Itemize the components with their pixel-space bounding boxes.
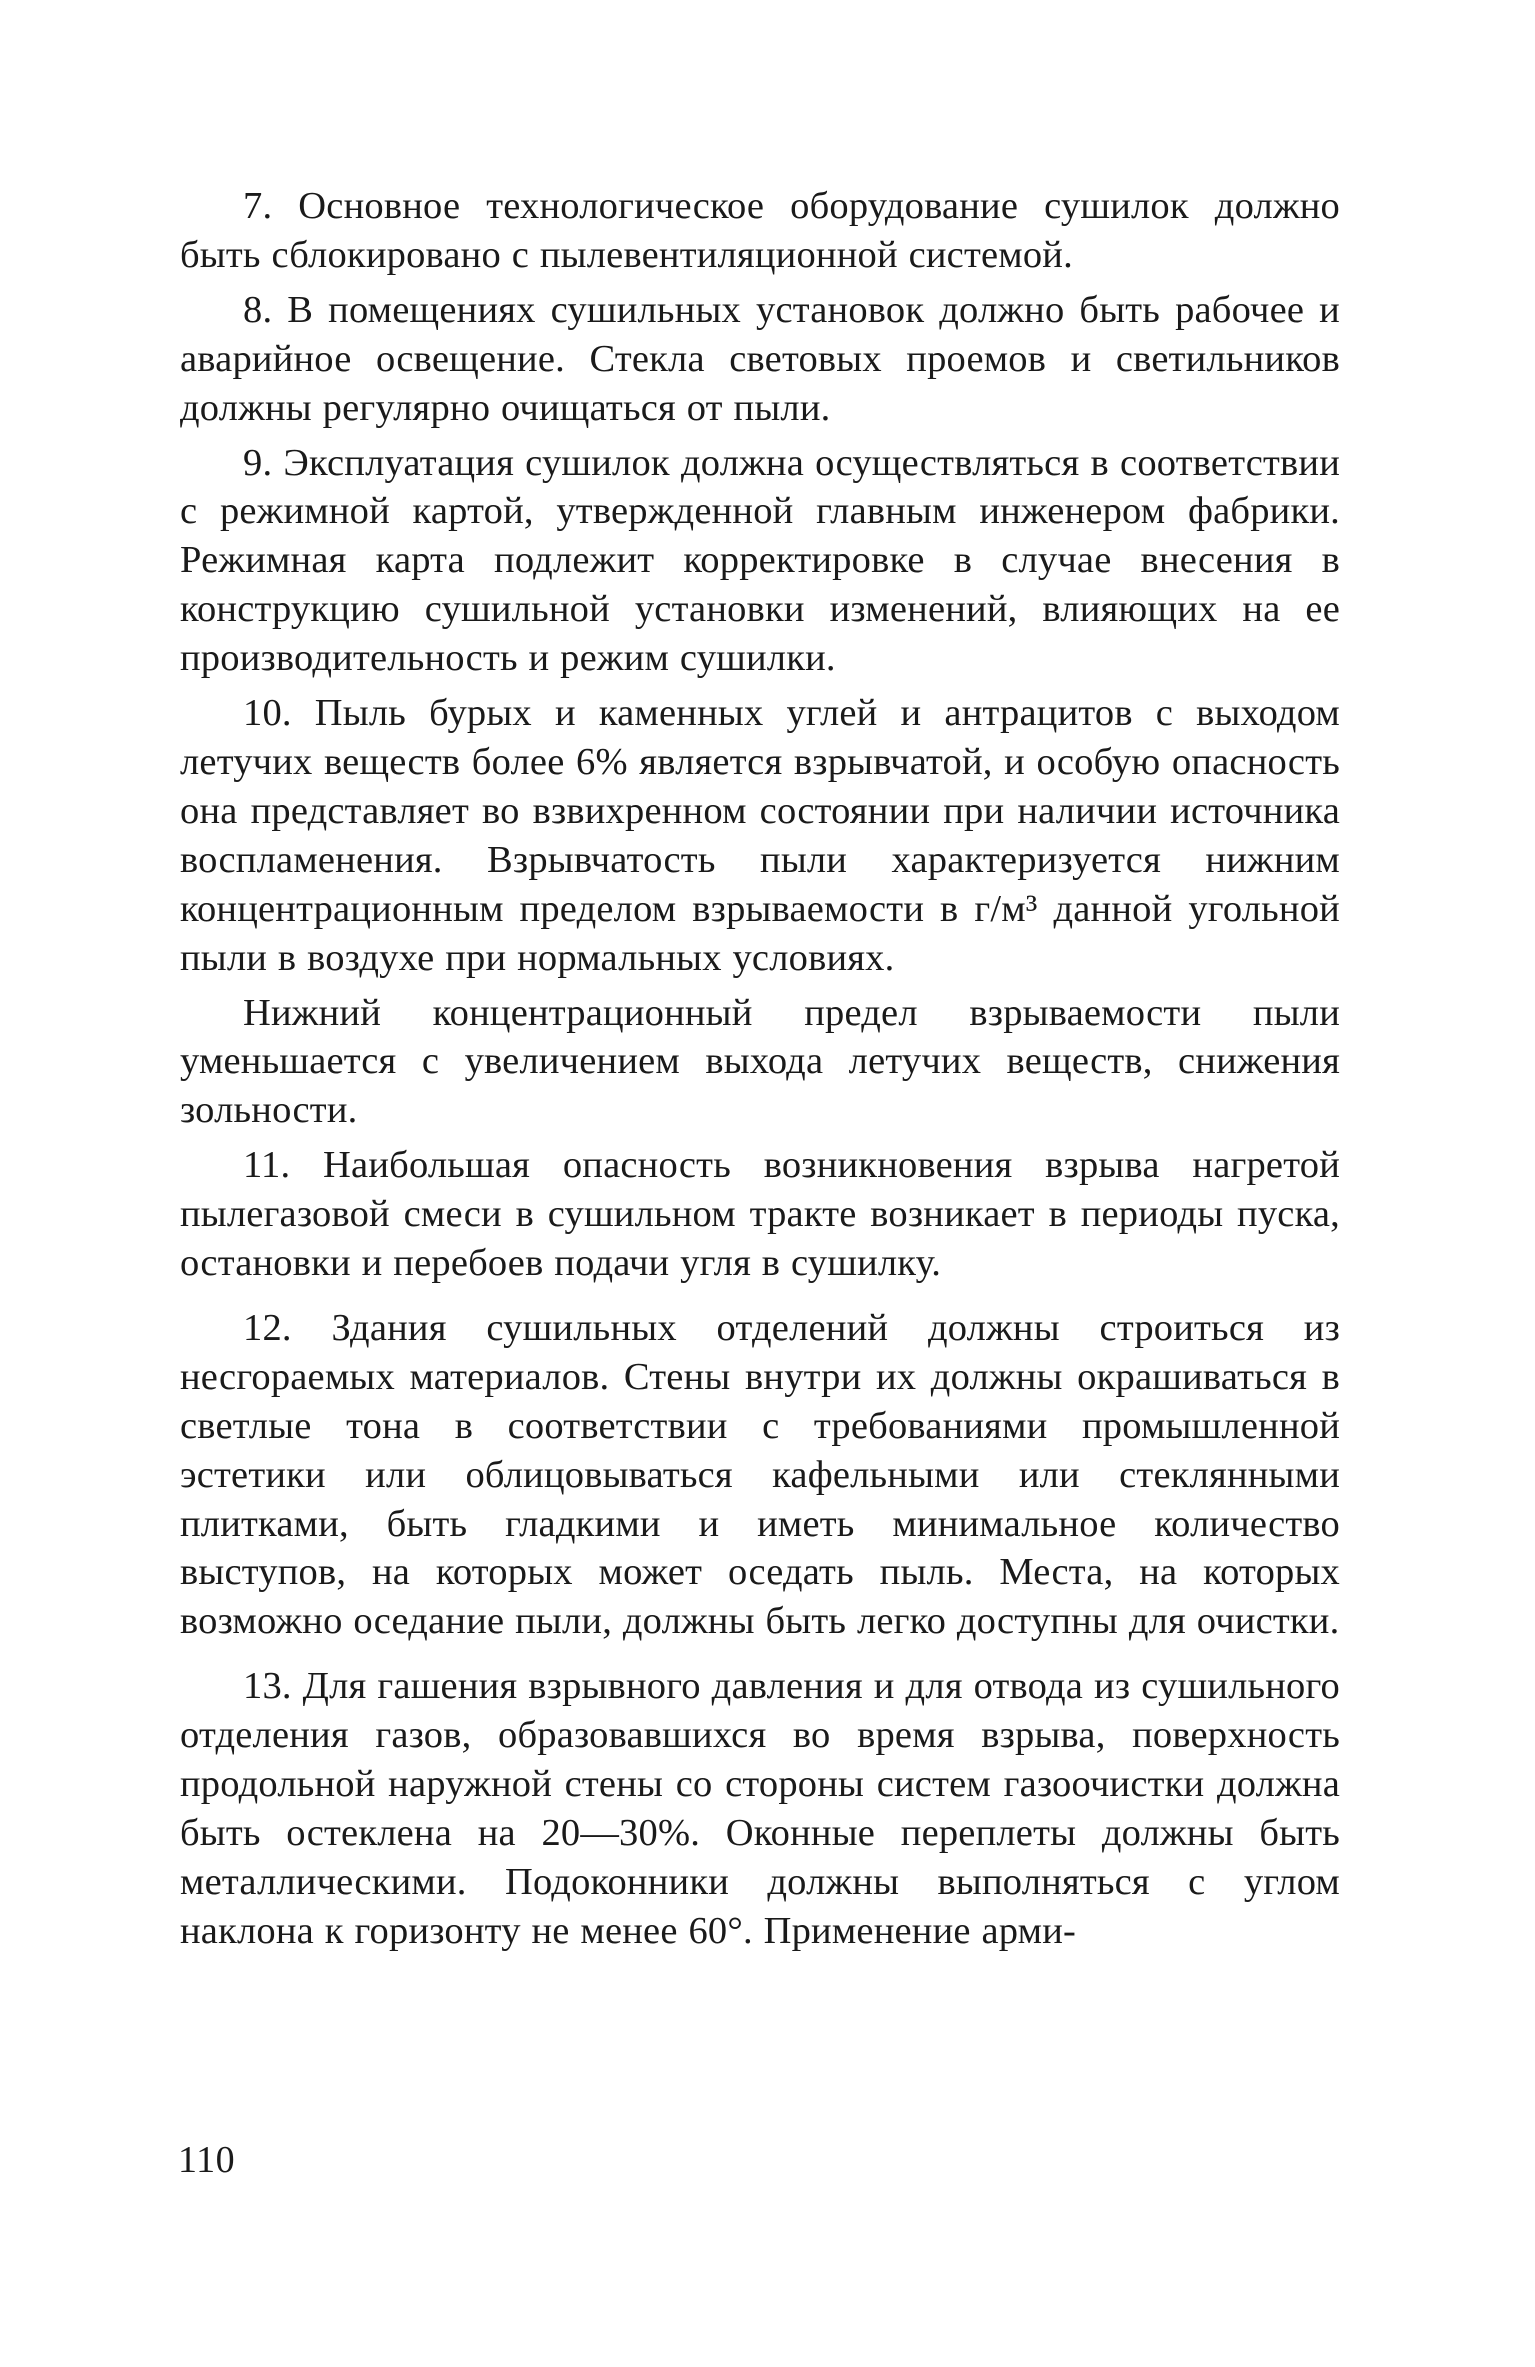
paragraph-8: 8. В помещениях сушильных установок должно быть рабочее и аварийное освещение. Стекла световых проемов и светильников должны регулярно очищаться от пыли. <box>180 288 1340 429</box>
page-number: 110 <box>178 2139 236 2181</box>
paragraph-10: 10. Пыль бурых и каменных углей и антрацитов с выходом летучих веществ более 6% является взрывчатой, и особую опасность она представляет во взвихренном состоянии при наличии источника воспламенения. Взрывчатость пыли характеризуется нижним концентрационным пределом взрываемости в г/м³ данной угольной пыли в воздухе при нормальных условиях. <box>180 692 1340 979</box>
paragraph-11: 11. Наибольшая опасность возникновения взрыва нагретой пылегазовой смеси в сушильном тракте возникает в периоды пуска, остановки и перебоев подачи угля в сушилку. <box>180 1144 1340 1285</box>
page-body <box>180 182 1340 2182</box>
paragraph-9: 9. Эксплуатация сушилок должна осуществляться в соответствии с режимной картой, утвержденной главным инженером фабрики. Режимная карта подлежит корректировке в случае внесения в конструкцию сушильной установки изменений, влияющих на ее производительность и режим сушилки. <box>180 441 1340 680</box>
paragraph-12: 12. Здания сушильных отделений должны строиться из несгораемых материалов. Стены внутри их должны окрашиваться в светлые тона в соответствии с требованиями промышленной эстетики или облицовываться кафельными или стеклянными плитками, быть гладкими и иметь минимальное количество выступов, на которых может оседать пыль. Места, на которых возможно оседание пыли, должны быть легко доступны для очистки. <box>180 1306 1340 1643</box>
paragraph-7: 7. Основное технологическое оборудование сушилок должно быть сблокировано с пылевентиляционной системой. <box>180 185 1340 276</box>
paragraph-10-continuation: Нижний концентрационный предел взрываемости пыли уменьшается с увеличением выхода летучих веществ, снижения зольности. <box>180 991 1340 1132</box>
paragraph-13: 13. Для гашения взрывного давления и для отвода из сушильного отделения газов, образовавшихся во время взрыва, поверхность продольной наружной стены со стороны систем газоочистки должна быть остеклена на 20—30%. Оконные переплеты должны быть металлическими. Подоконники должны выполняться с углом наклона к горизонту не менее 60°. Применение арми- <box>180 1665 1340 1952</box>
